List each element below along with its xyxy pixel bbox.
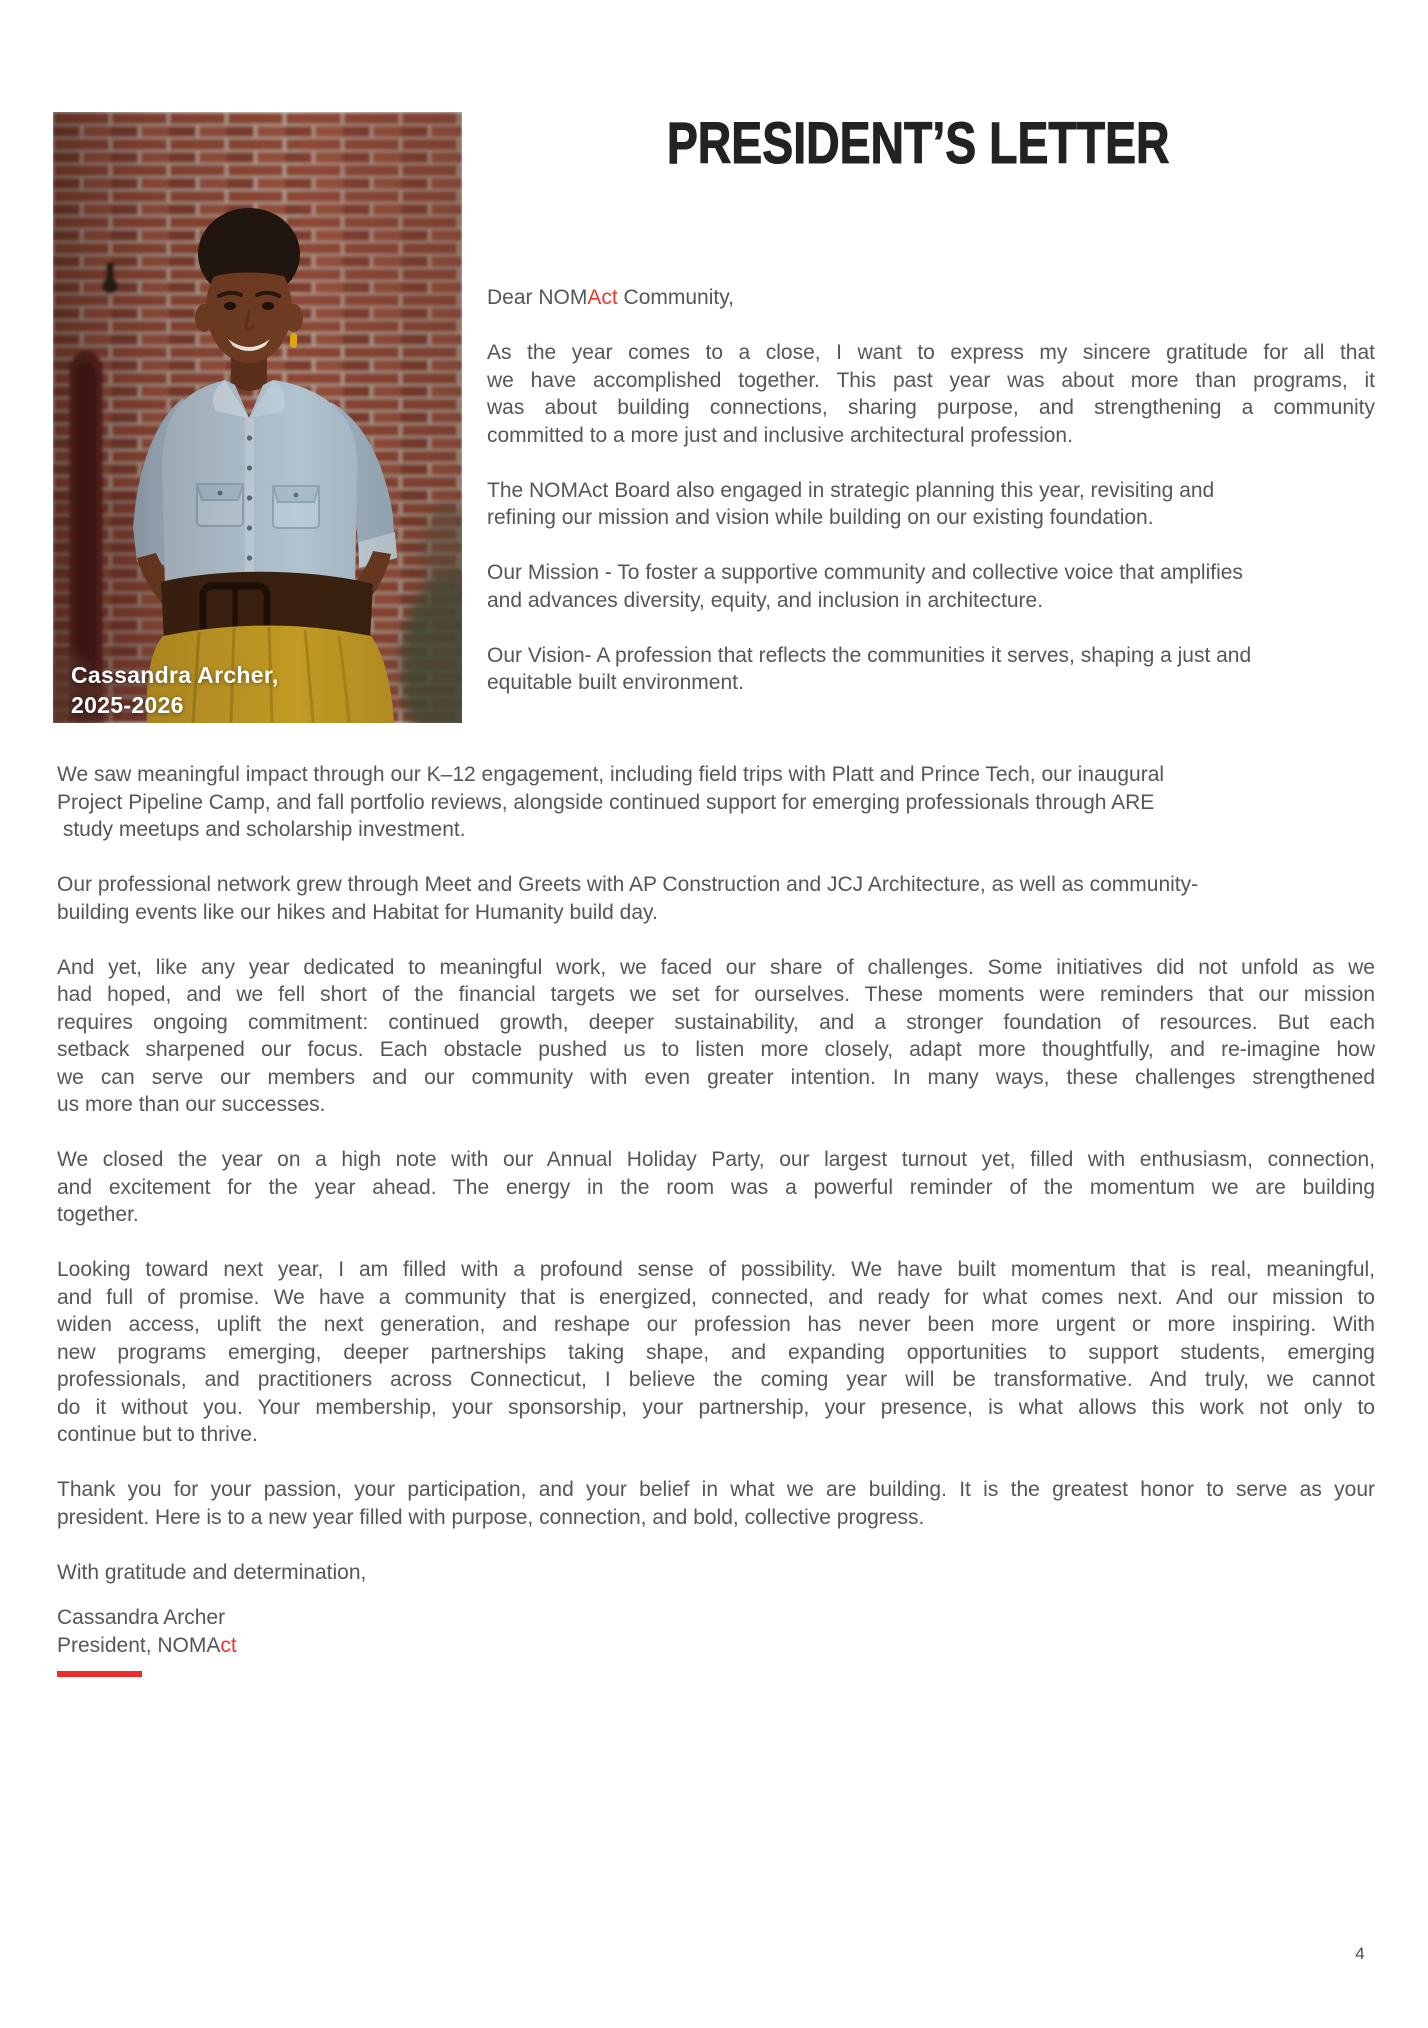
greeting-post: Community, [617, 286, 735, 309]
signature-red-rule [57, 1671, 142, 1677]
greeting-line [487, 284, 1375, 312]
greeting-pre: Dear NOM [487, 286, 588, 309]
paragraph-holiday-party: We closed the year on a high note with our Annual Holiday Party, our largest turnout yet, filled with enthusiasm, connection, and excitement for the year ahead. The energy in the room was a powerful reminder of the momentum we are building together. [57, 1148, 1375, 1226]
signature-name: Cassandra Archer [57, 1606, 226, 1629]
paragraph-thank-you: Thank you for your passion, your participation, and your belief in what we are building. It is the greatest honor to serve as your president. Here is to a new year filled with purpose, connection, and bold, collective progress. [57, 1478, 1375, 1529]
brand-accent: ct [220, 1633, 237, 1657]
portrait-illustration [53, 112, 462, 723]
page-title-text: PRESIDENT’S LETTER [667, 111, 1170, 176]
paragraph-mission: Our Mission - To foster a supportive community and collective voice that amplifies and advances diversity, equity, and inclusion in architecture. [487, 561, 1243, 612]
closing-line: With gratitude and determination, [57, 1560, 367, 1584]
page-number: 4 [1355, 1944, 1365, 1963]
page-title [462, 112, 1375, 176]
signature-block [57, 1604, 1375, 1659]
letter-body [57, 761, 1375, 1677]
president-photo [53, 112, 462, 723]
signature-role-text: President, NOMA [57, 1633, 221, 1657]
signature-role [57, 1632, 1375, 1660]
paragraph-network: Our professional network grew through Meet and Greets with AP Construction and JCJ Architecture, as well as community- building events like our hikes and Habitat for Humanity build day. [57, 873, 1199, 924]
paragraph-vision: Our Vision- A profession that reflects the communities it serves, shaping a just and equitable built environment. [487, 643, 1252, 694]
letter-column [487, 284, 1375, 724]
brand-accent: Act [587, 286, 618, 309]
photo-caption: Cassandra Archer, 2025-2026 [71, 662, 279, 718]
paragraph-board: The NOMAct Board also engaged in strategic planning this year, revisiting and refining our mission and vision while building on our existing foundation. [487, 478, 1215, 529]
paragraph-impact: We saw meaningful impact through our K–12 engagement, including field trips with Platt and Prince Tech, our inaugural Project Pipeline Camp, and fall portfolio reviews, alongside continued support for emerging professionals through ARE study meetups and scholarship investment. [57, 763, 1165, 841]
paragraph-challenges: And yet, like any year dedicated to meaningful work, we faced our share of challenges. Some initiatives did not unfold as we had hoped, and we fell short of the financial targets we set for ourselves. These moments were reminders that our mission requires ongoing commitment: continued growth, deeper sustainability, and a stronger foundation of resources. But each setback sharpened our focus. Each obstacle pushed us to listen more closely, adapt more thoughtfully, and re-imagine how we can serve our members and our community with even greater intention. In many ways, these challenges strengthened us more than our successes. [57, 955, 1375, 1116]
paragraph-gratitude: As the year comes to a close, I want to express my sincere gratitude for all that we have accomplished together. This past year was about more than programs, it was about building connections, sharing purpose, and strengthening a community committed to a more just and inclusive architectural profession. [487, 341, 1375, 447]
paragraph-looking-ahead: Looking toward next year, I am filled with a profound sense of possibility. We have built momentum that is real, meaningful, and full of promise. We have a community that is energized, connected, and ready for what comes next. And our mission to widen access, uplift the next generation, and reshape our profession has never been more urgent or more inspiring. With new programs emerging, deeper partnerships taking shape, and expanding opportunities to support students, emerging professionals, and practitioners across Connecticut, I believe the coming year will be transformative. And truly, we cannot do it without you. Your membership, your sponsorship, your partnership, your presence, is what allows this work not only to continue but to thrive. [57, 1258, 1375, 1446]
